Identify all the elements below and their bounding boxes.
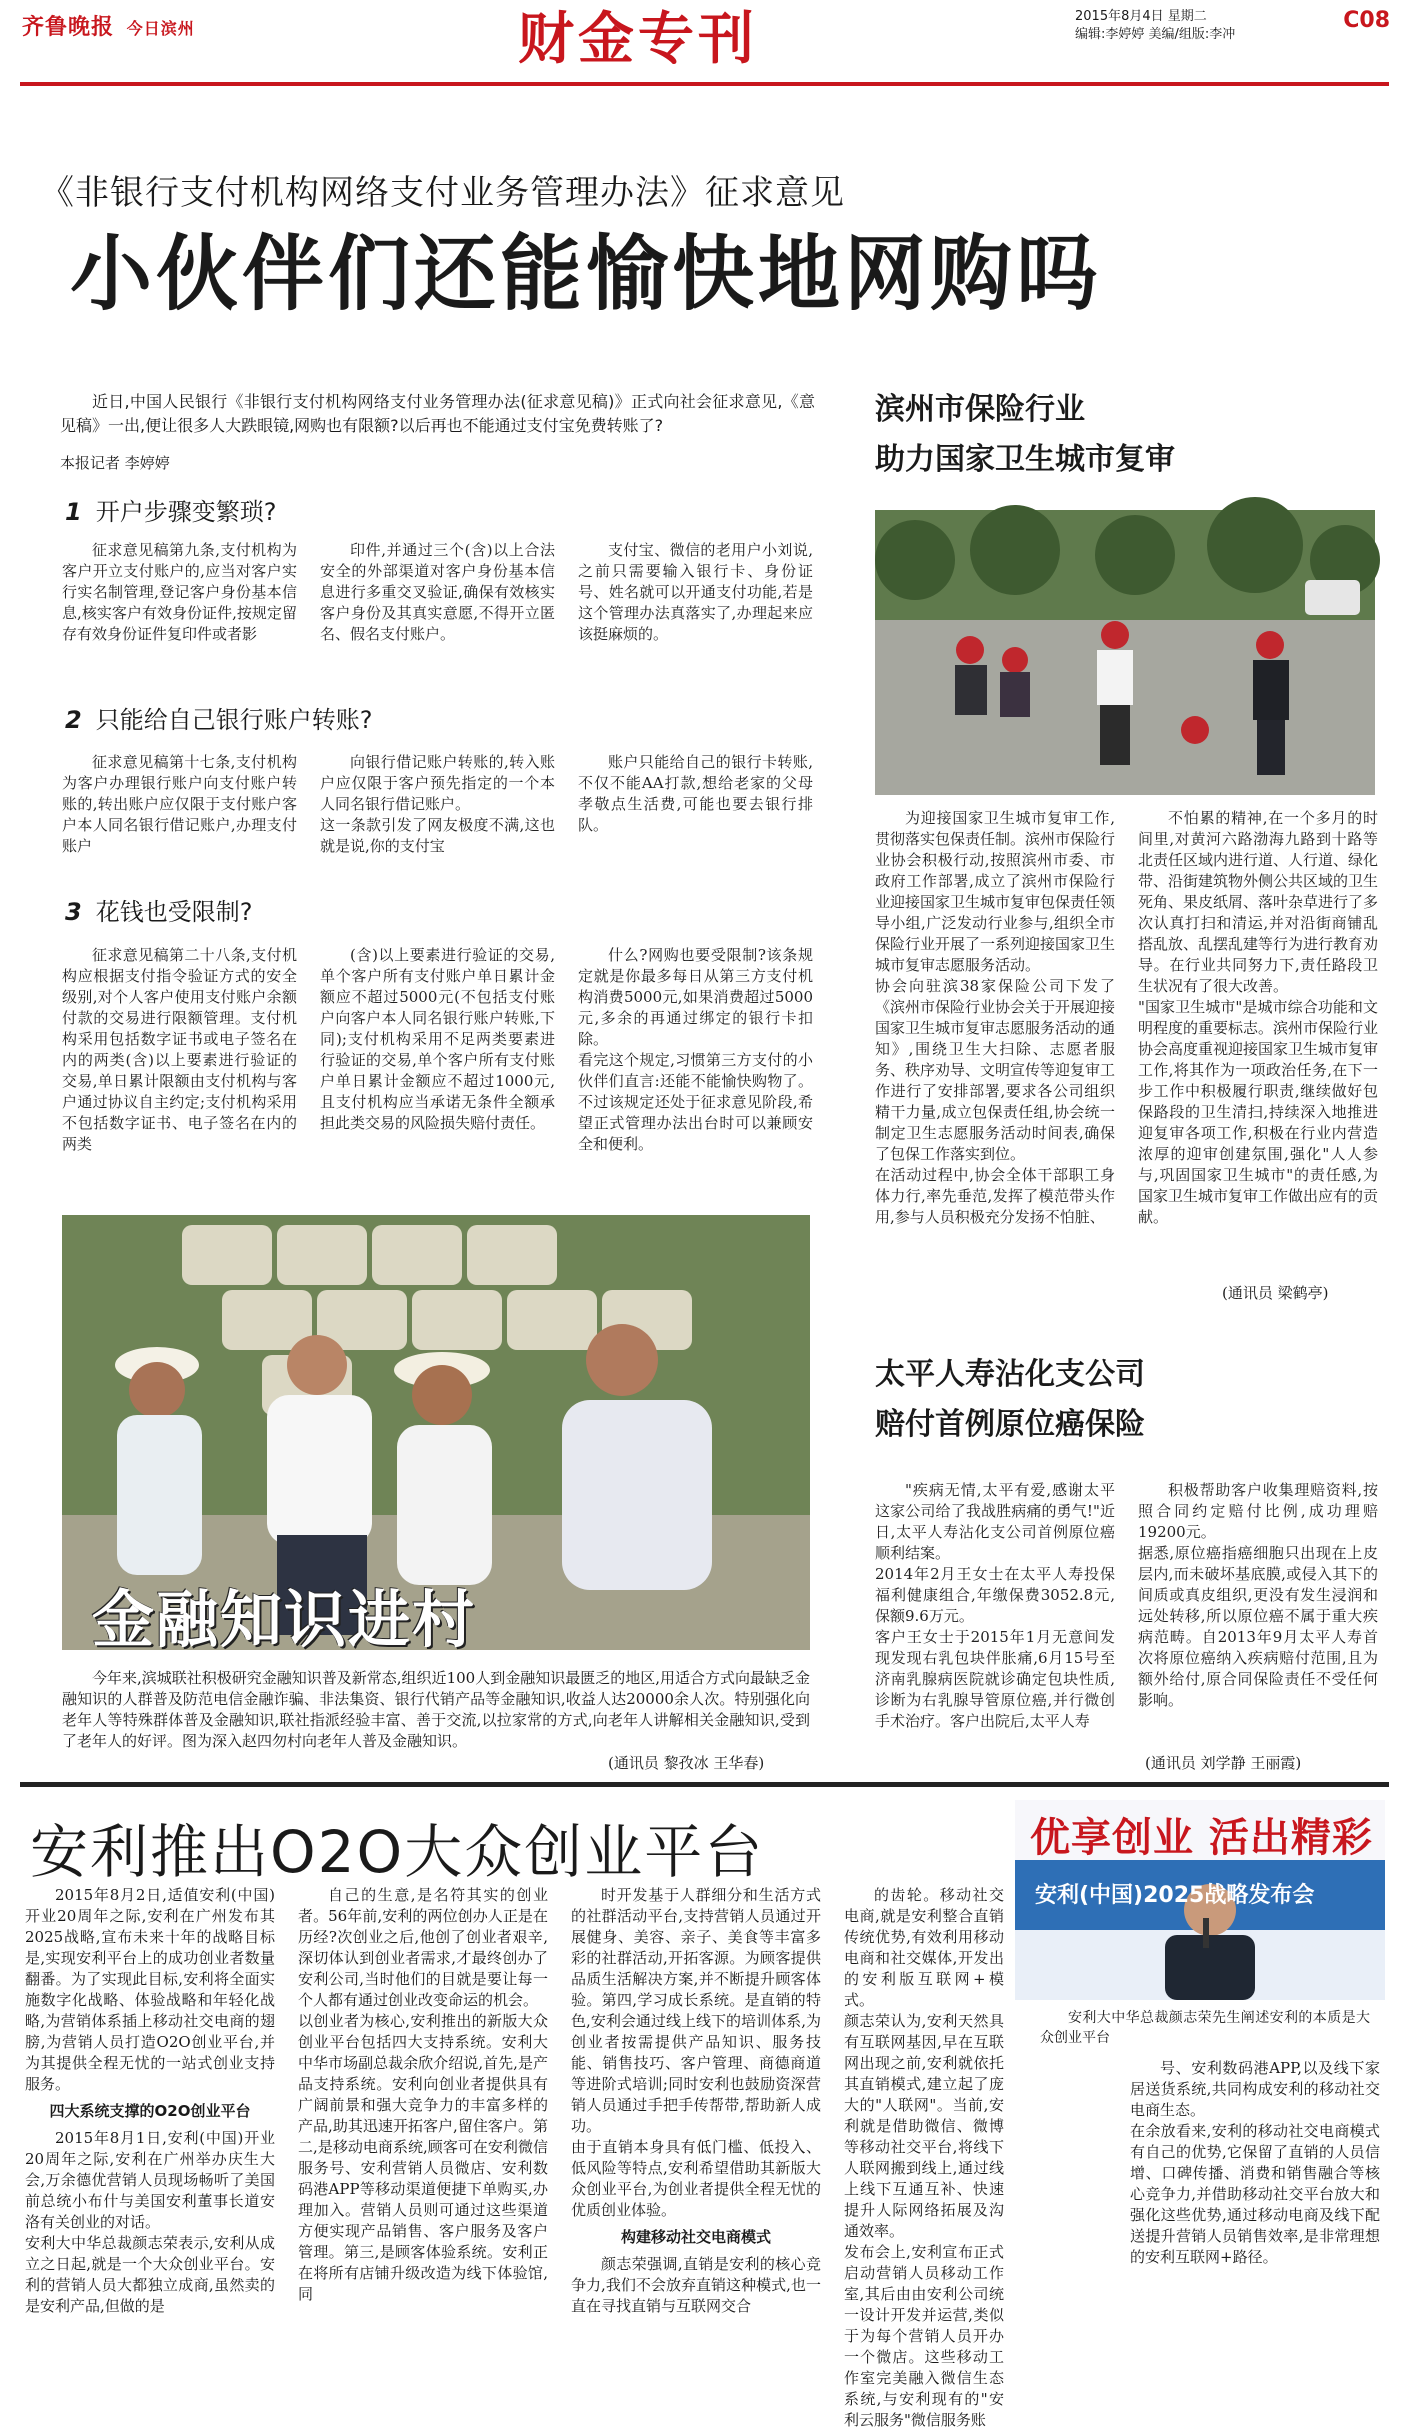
amway-launch-photo: [1015, 1800, 1385, 2000]
section1-col1: 征求意见稿第九条,支付机构为客户开立支付账户的,应当对客户实行实名制管理,登记客户身份基本信息,核实客户有效身份证件,按规定留存有效身份证件复印件或者影: [62, 541, 297, 643]
insurance2-col2: 积极帮助客户收集理赔资料,按照合同约定赔付比例,成功理赔19200元。 据悉,原位癌指癌细胞只出现在上皮层内,而未破坏基底膜,或侵入其下的间质或真皮组织,更没有发生浸润和远处转移,所以原位癌不属于重大疾病范畴。自2013年9月太平人寿首次将原位癌纳入疾病赔付范围,且为额外给付,原合同保险责任不受任何影响。: [1138, 1481, 1378, 1709]
section1-col3: 支付宝、微信的老用户小刘说,之前只需要输入银行卡、身份证号、姓名就可以开通支付功能,若是这个管理办法真落实了,办理起来应该挺麻烦的。: [578, 541, 813, 643]
amway-col5: 号、安利数码港APP,以及线下家居送货系统,共同构成安利的移动社交电商生态。 在余放看来,安利的移动社交电商模式有自己的优势,它保留了直销的人员信增、口碑传播、消费和销售融合等核心竞争力,并借助移动社交平台放大和强化这些优势,通过移动电商及线下配送提升营销人员销售效率,是非常理想的安利互联网+路径。: [1130, 2059, 1380, 2266]
issue-info: [1075, 8, 1390, 44]
subhead-1: 1 开户步骤变繁琐?: [65, 498, 277, 526]
section2-col1: 征求意见稿第十七条,支付机构为客户办理银行账户向支付账户转账的,转出账户应仅限于支付账户客户本人同名银行借记账户,办理支付账户: [62, 753, 297, 855]
issue-date: 2015年8月4日 星期二: [1075, 9, 1207, 24]
lead-byline: 本报记者 李婷婷: [60, 454, 170, 472]
photo-overlay-title: 金融知识进村: [92, 1583, 477, 1656]
insurance1-col2: 不怕累的精神,在一个多月的时间里,对黄河六路渤海九路到十路等北责任区域内进行道、人行道、绿化带、沿街建筑物外侧公共区域的卫生死角、果皮纸屑、落叶杂草进行了多次认真打扫和清运,并对沿街商铺乱搭乱放、乱摆乱建等行为进行教育劝导。在行业共同努力下,责任路段卫生状况有了很大改善。 "国家卫生城市"是城市综合功能和文明程度的重要标志。滨州市保险行业协会高度重视迎接国家卫生城市复审工作,将其作为一项政治任务,在下一步工作中积极履行职责,继续做好包保路段的卫生清扫,持续深入地推进迎复审各项工作,积极在行业内营造浓厚的迎审创建氛围,强化"人人参与,巩固国家卫生城市"的责任感,为国家卫生城市复审工作做出应有的贡献。: [1138, 809, 1379, 1226]
subhead-3: 3 花钱也受限制?: [65, 898, 253, 926]
amway-col4: 的齿轮。移动社交电商,就是安利整合直销传统优势,有效利用移动电商和社交媒体,开发出的安利版互联网+模式。 颜志荣认为,安利天然具有互联网基因,早在互联网出现之前,安利就依托其直销模式,建立起了庞大的"人联网"。当前,安利就是借助微信、微博等移动社交平台,将线下人联网搬到线上,通过线上线下互通互补、快速提升人际网络拓展及沟通效率。 发布会上,安利宣布正式启动营销人员移动工作室,其后由由安利公司统一设计开发并运营,类似于为每个营销人员开办一个微店。这些移动工作室完美融入微信生态系统,与安利现有的"安利云服务"微信服务账: [844, 1886, 1004, 2429]
section-title: 财金专刊: [518, 7, 758, 72]
amway-col3: 时开发基于人群细分和生活方式的社群活动平台,支持营销人员通过开展健身、美容、亲子、美食等丰富多彩的社群活动,开拓客源。为顾客提供品质生活解决方案,并不断提升顾客体验。第四,学习成长系统。是直销的特色,安利会通过线上线下的培训体系,为创业者按需提供产品知识、服务技能、销售技巧、客户管理、商德商道等进阶式培训;同时安利也鼓励资深营销人员通过手把手传帮带,帮助新人成功。 由于直销本身具有低门槛、低投入、低风险等特点,安利希望借助其新版大众创业平台,为创业者提供全程无忧的优质创业体验。 构建移动社交电商模式 颜志荣强调,直销是安利的核心竞争力,我们不会放弃直销这种模式,也一直在寻找直销与互联网交合: [571, 1886, 821, 2315]
edition-name: 今日滨州: [126, 19, 195, 38]
banner-subtitle: 安利(中国)2025战略发布会: [1035, 1883, 1315, 1908]
paper-name: 齐鲁晚报: [22, 15, 115, 40]
street-cleaning-photo: [875, 510, 1375, 795]
section1-col2: 印件,并通过三个(含)以上合法安全的外部渠道对客户身份基本信息进行多重交叉验证,确保有效核实客户身份及其真实意愿,不得开立匿名、假名支付账户。: [320, 541, 555, 643]
issue-editors: 编辑:李婷婷 美编/组版:李冲: [1075, 27, 1236, 42]
street-cleaning-illustration: [875, 510, 1375, 795]
amway-photo-caption: 安利大中华总裁颜志荣先生阐述安利的本质是大众创业平台: [1040, 2010, 1370, 2046]
amway-headline: 安利推出O2O大众创业平台: [30, 1818, 765, 1886]
lead-kicker: 《非银行支付机构网络支付业务管理办法》征求意见: [40, 173, 845, 213]
banner-slogan: 优享创业 活出精彩: [1030, 1815, 1373, 1861]
lead-headline: 小伙伴们还能愉快地网购吗: [70, 227, 1103, 322]
masthead-rule: [20, 82, 1389, 86]
subhead-2: 2 只能给自己银行账户转账?: [65, 706, 373, 734]
section3-col1: 征求意见稿第二十八条,支付机构应根据支付指令验证方式的安全级别,对个人客户使用支付账户余额付款的交易进行限额管理。支付机构采用包括数字证书或电子签名在内的两类(含)以上要素进行验证的交易,单日累计限额由支付机构与客户通过协议自主约定;支付机构采用不包括数字证书、电子签名在内的两类: [62, 946, 297, 1153]
insurance1-col1: 为迎接国家卫生城市复审工作,贯彻落实包保责任制。滨州市保险行业协会积极行动,按照滨州市委、市政府工作部署,成立了滨州市保险行业迎接国家卫生城市复审包保责任领导小组,广泛发动行业参与,组织全市保险行业开展了一系列迎接国家卫生城市复审志愿服务活动。 协会向驻滨38家保险公司下发了《滨州市保险行业协会关于开展迎接国家卫生城市复审志愿服务活动的通知》,围绕卫生大扫除、志愿者服务、秩序劝导、文明宣传等迎复审工作进行了安排部署,要求各公司组织精干力量,成立包保责任组,协会统一制定卫生志愿服务活动时间表,确保了包保工作落实到位。 在活动过程中,协会全体干部职工身体力行,率先垂范,发挥了模范带头作用,参与人员积极充分发扬不怕脏、: [875, 809, 1116, 1226]
amway-subhead-2: 构建移动社交电商模式: [620, 2228, 771, 2246]
insurance1-credit: (通讯员 梁鹤亭): [1222, 1284, 1329, 1302]
amway-subhead-1: 四大系统支撑的O2O创业平台: [49, 2102, 251, 2120]
insurance-headline-2: 太平人寿沾化支公司 赔付首例原位癌保险: [875, 1357, 1145, 1442]
amway-col1: 2015年8月2日,适值安利(中国)开业20周年之际,安利在广州发布其2025战略,宣布未来十年的战略目标是,实现安利平台上的成功创业者数量翻番。为了实现此目标,安利将全面实施数字化战略、体验战略和年轻化战略,为营销体系插上移动社交电商的翅膀,为营销人员打造O2O创业平台,并为其提供全程无忧的一站式创业支持服务。 四大系统支撑的O2O创业平台 2015年8月1日,安利(中国)开业20周年之际,安利在广州举办庆生大会,万余德优营销人员现场畅听了美国前总统小布什与美国安利董事长道安洛有关创业的对话。 安利大中华总裁颜志荣表示,安利从成立之日起,就是一个大众创业平台。安利的营销人员大都独立成商,虽然卖的是安利产品,但做的是: [25, 1886, 275, 2315]
page-number: C08: [1343, 8, 1390, 33]
section2-col3: 账户只能给自己的银行卡转账,不仅不能AA打款,想给老家的父母孝敬点生活费,可能也要去银行排队。: [578, 753, 813, 834]
section3-col3: 什么?网购也要受限制?该条规定就是你最多每日从第三方支付机构消费5000元,如果消费超过5000元,多余的再通过绑定的银行卡扣除。 看完这个规定,习惯第三方支付的小伙伴们直言:还能不能愉快购物了。不过该规定还处于征求意见阶段,希望正式管理办法出台时可以兼顾安全和便利。: [578, 946, 813, 1153]
insurance2-credit: (通讯员 刘学静 王丽霞): [1145, 1754, 1302, 1772]
section-divider: [20, 1782, 1389, 1787]
lead-intro: 近日,中国人民银行《非银行支付机构网络支付业务管理办法(征求意见稿)》正式向社会征求意见,《意见稿》一出,便让很多人大跌眼镜,网购也有限额?以后再也不能通过支付宝免费转账了?: [60, 392, 815, 435]
section3-col2: (含)以上要素进行验证的交易,单个客户所有支付账户单日累计金额应不超过5000元(不包括支付账户向客户本人同名银行账户转账,下同);支付机构采用不足两类要素进行验证的交易,单个客户所有支付账户单日累计金额应不超过1000元,且支付机构应当承诺无条件全额承担此类交易的风险损失赔付责任。: [320, 946, 555, 1132]
insurance-headline-1: 滨州市保险行业 助力国家卫生城市复审: [875, 392, 1175, 477]
amway-col2: 自己的生意,是名符其实的创业者。56年前,安利的两位创办人正是在历经?次创业之后,他创了创业者艰辛,深切体认到创业者需求,才最终创办了安利公司,当时他们的目就是要让每一个人都有通过创业改变命运的机会。 以创业者为核心,安利推出的新版大众创业平台包括四大支持系统。安利大中华市场副总裁余欣介绍说,首先,是产品支持系统。安利向创业者提供具有广阔前景和强大竞争力的丰富多样的产品,助其迅速开拓客户,留住客户。第二,是移动电商系统,顾客可在安利微信服务号、安利营销人员微店、安利数码港APP等移动渠道便捷下单购买,办理加入。营销人员则可通过这些渠道方便实现产品销售、客户服务及客户管理。第三,是顾客体验系统。安利正在将所有店铺升级改造为线下体验馆,同: [298, 1886, 548, 2303]
newspaper-logo: [22, 10, 195, 41]
insurance2-col1: "疾病无情,太平有爱,感谢太平这家公司给了我战胜病痛的勇气!"近日,太平人寿沾化支公司首例原位癌顺利结案。 2014年2月王女士在太平人寿投保福利健康组合,年缴保费3052.8元,保额9.6万元。 客户王女士于2015年1月无意间发现发现右乳包块伴胀痛,6月15号至济南乳腺病医院就诊确定包块性质,诊断为右乳腺导管原位癌,并行微创手术治疗。客户出院后,太平人寿: [875, 1481, 1115, 1730]
photo-credit: (通讯员 黎孜冰 王华春): [608, 1754, 765, 1772]
section2-col2: 向银行借记账户转账的,转入账户应仅限于客户预先指定的一个本人同名银行借记账户。 这一条款引发了网友极度不满,这也就是说,你的支付宝: [320, 753, 555, 855]
photo-caption-text: 今年来,滨城联社积极研究金融知识普及新常态,组织近100人到金融知识最匮乏的地区,用适合方式向最缺乏金融知识的人群普及防范电信金融诈骗、非法集资、银行代销产品等金融知识,收益人达20000余人次。特别强化向老年人等特殊群体普及金融知识,联社指派经验丰富、善于交流,以拉家常的方式,向老年人讲解相关金融知识,受到了老年人的好评。图为深入赵四勿村向老年人普及金融知识。: [62, 1669, 810, 1750]
